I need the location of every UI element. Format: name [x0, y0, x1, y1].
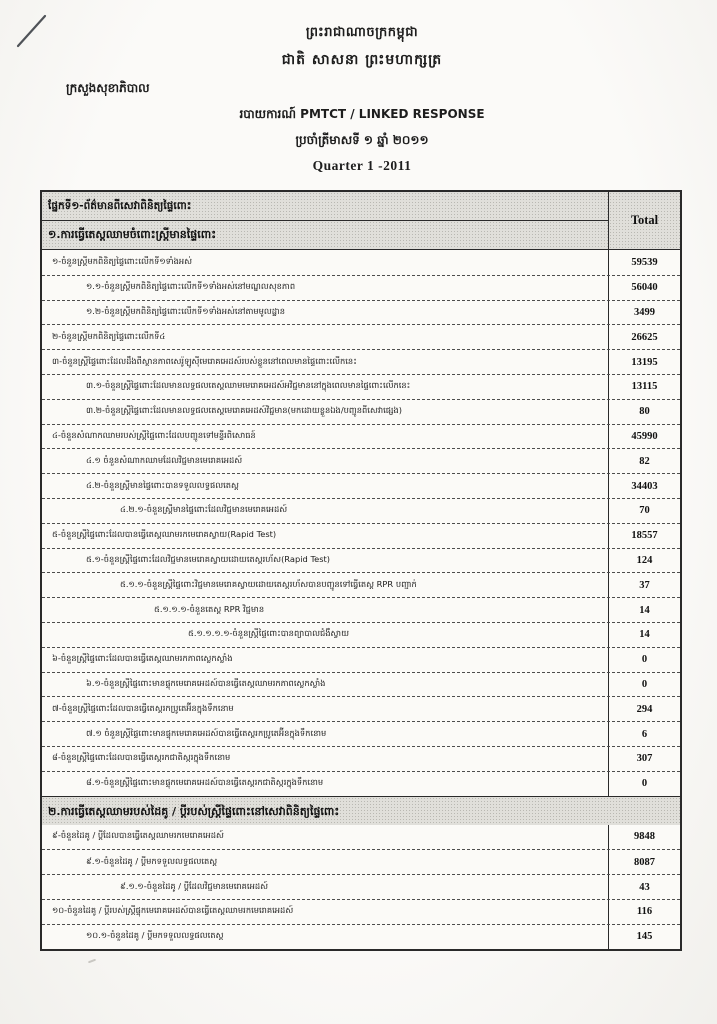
- row-total-value: 56040: [608, 276, 680, 300]
- row-label: ៥.១.១.១-ចំនួនតេស្ត RPR វិជ្ជមាន: [154, 603, 265, 614]
- table-row: [42, 498, 680, 523]
- row-label: ៩.១-ចំនួនដៃគូ / ប្តីមកទទួលលទ្ធផលតេស្ត: [86, 855, 218, 866]
- part1-header-bar: ផ្នែកទី១-ព័ត៌មានពីសេវាពិនិត្យផ្ទៃពោះ: [42, 192, 608, 221]
- section2-header-bar: ២.ការធ្វើតេស្តឈាមរបស់ដៃគូ / ប្តីរបស់ស្ត្រីផ្ទៃពោះនៅសេវាពិនិត្យផ្ទៃពោះ: [42, 796, 680, 825]
- kingdom-motto-line1: ព្រះរាជាណាចក្រកម្ពុជា: [305, 25, 419, 40]
- row-label: ១.២-ចំនួនស្ត្រីមកពិនិត្យផ្ទៃពោះលើកទី១ទាំងអស់នៅតាមមូលដ្ឋាន: [86, 305, 285, 316]
- row-label: ៩-ចំនួនដៃគូ / ប្តីដែលបានធ្វើតេស្តឈាមរកមេរោគអេដស៍: [52, 830, 224, 841]
- table-row: [42, 374, 680, 399]
- row-total-value: 0: [608, 673, 680, 697]
- table-row: [42, 771, 680, 796]
- table-row: [42, 424, 680, 449]
- report-table: [40, 190, 682, 951]
- table-row: [42, 324, 680, 349]
- section1-header-bar: ១.ការធ្វើតេស្តឈាមចំពោះស្ត្រីមានផ្ទៃពោះ: [42, 221, 608, 249]
- total-column-header: Total: [608, 192, 680, 249]
- table-row: [42, 448, 680, 473]
- table-row: [42, 399, 680, 424]
- row-total-value: 34403: [608, 474, 680, 498]
- row-label: ៤-ចំនួនសំណាកឈាមរបស់ស្ត្រីផ្ទៃពោះដែលបញ្ជូនទៅមន្ទីរពិសោធន៍: [52, 429, 256, 440]
- row-total-value: 59539: [608, 250, 680, 275]
- row-total-value: 124: [608, 549, 680, 573]
- row-label: ៣.២-ចំនួនស្ត្រីផ្ទៃពោះដែលមានលទ្ធផលតេស្តមេរោគអេដស៍វិជ្ជមាន(មកដោយខ្លួនឯង/បញ្ជូនពីសេវាផ្សេង): [86, 405, 402, 416]
- row-total-value: 82: [608, 449, 680, 473]
- table-body: [42, 250, 680, 949]
- row-total-value: 3499: [608, 301, 680, 325]
- table-header: [42, 192, 680, 250]
- row-label: ៧-ចំនួនស្ត្រីផ្ទៃពោះដែលបានធ្វើតេស្តរកប្រូតេអ៊ីនក្នុងទឹកនោម: [52, 702, 234, 713]
- table-row: [42, 572, 680, 597]
- row-label: ១.១-ចំនួនស្ត្រីមកពិនិត្យផ្ទៃពោះលើកទី១ទាំងអស់នៅមណ្ឌលសុខភាព: [86, 281, 296, 292]
- table-row: [42, 924, 680, 949]
- report-title: របាយការណ៍ PMTCT / LINKED RESPONSE: [239, 107, 485, 121]
- row-label: ៨.១-ចំនួនស្ត្រីផ្ទៃពោះមានផ្ទុកមេរោគអេដស៍បានធ្វើតេស្តរកជាតិស្ករក្នុងទឹកនោម: [86, 777, 324, 788]
- table-row: [42, 825, 680, 850]
- table-row: [42, 746, 680, 771]
- row-total-value: 18557: [608, 524, 680, 548]
- table-row: [42, 597, 680, 622]
- table-row: [42, 696, 680, 721]
- row-label: ៤.២.១-ចំនួនស្ត្រីមានផ្ទៃពោះដែលវិជ្ជមានមេរោគអេដស៍: [120, 504, 288, 515]
- table-row: [42, 622, 680, 647]
- table-row: [42, 275, 680, 300]
- row-label: ២-ចំនួនស្ត្រីមកពិនិត្យផ្ទៃពោះលើកទី៤: [52, 330, 166, 341]
- table-row: [42, 899, 680, 924]
- row-total-value: 294: [608, 697, 680, 721]
- row-total-value: 43: [608, 875, 680, 899]
- row-label: ៤.២-ចំនួនស្ត្រីមានផ្ទៃពោះបានទទួលលទ្ធផលតេស្ត: [86, 479, 239, 490]
- kingdom-motto-line2: ជាតិ សាសនា ព្រះមហាក្សត្រ: [281, 52, 443, 68]
- row-total-value: 116: [608, 900, 680, 924]
- row-total-value: 0: [608, 772, 680, 796]
- table-row: [42, 250, 680, 275]
- row-total-value: 6: [608, 722, 680, 746]
- table-row: [42, 349, 680, 374]
- row-total-value: 145: [608, 925, 680, 949]
- row-label: ៧.១ ចំនួនស្ត្រីផ្ទៃពោះមានផ្ទុកមេរោគអេដស៍បានធ្វើតេស្តរកប្រូតេអ៊ីនក្នុងទឹកនោម: [86, 727, 327, 738]
- quarter-khmer: ប្រចាំត្រីមាសទី ១ ឆ្នាំ ២០១១: [295, 133, 429, 147]
- row-total-value: 70: [608, 499, 680, 523]
- row-label: ៥.១.១.១.១-ចំនួនស្ត្រីផ្ទៃពោះបានព្យាបាលជំងឺស្វាយ: [188, 628, 349, 639]
- ministry-name: ក្រសួងសុខាភិបាល: [66, 81, 150, 95]
- table-row: [42, 849, 680, 874]
- row-label: ៤.១ ចំនួនសំណាកឈាមដែលវិជ្ជមានមេរោគអេដស៍: [86, 454, 243, 465]
- row-label: ៥.១-ចំនួនស្ត្រីផ្ទៃពោះដែលវិជ្ជមានមេរោគស្វាយដោយតេស្តរហ័ស(Rapid Test): [86, 553, 331, 564]
- row-label: ៣.១-ចំនួនស្ត្រីផ្ទៃពោះដែលមានលទ្ធផលតេស្តឈាមមេរោគអេដស៍អវិជ្ជមាននៅក្នុងពេលមានផ្ទៃពោះលើកនេះ: [86, 380, 411, 391]
- row-label: ៥.១.១-ចំនួនស្ត្រីផ្ទៃពោះវិជ្ជមានមេរោគស្វាយដោយតេស្តរហ័សបានបញ្ជូនទៅធ្វើតេស្ត RPR បញ្ជាក់: [120, 578, 417, 589]
- table-row: [42, 874, 680, 899]
- row-label: ៣-ចំនួនស្ត្រីផ្ទៃពោះដែលដឹងពីស្ថានភាពសេរ៉ូឡូស៊ីមេរោគអេដស៍របស់ខ្លួននៅពេលមានផ្ទៃពោះលើកនេះ: [52, 355, 357, 366]
- row-label: ១-ចំនួនស្ត្រីមកពិនិត្យផ្ទៃពោះលើកទី១ទាំងអស់: [52, 255, 193, 266]
- row-total-value: 37: [608, 573, 680, 597]
- row-label: ៥-ចំនួនស្ត្រីផ្ទៃពោះដែលបានធ្វើតេស្តឈាមរកមេរោគស្វាយ(Rapid Test): [52, 529, 277, 540]
- row-total-value: 14: [608, 598, 680, 622]
- table-row: [42, 721, 680, 746]
- table-row: [42, 300, 680, 325]
- table-row: [42, 672, 680, 697]
- table-row: [42, 523, 680, 548]
- row-label: ៩.១.១-ចំនួនដៃគូ / ប្តីដែលវិជ្ជមានមេរោគអេដស៍: [120, 880, 269, 891]
- table-row: [42, 647, 680, 672]
- row-total-value: 80: [608, 400, 680, 424]
- table-row: [42, 473, 680, 498]
- row-total-value: 26625: [608, 325, 680, 349]
- row-total-value: 307: [608, 747, 680, 771]
- row-total-value: 14: [608, 623, 680, 647]
- quarter-english: Quarter 1 -2011: [312, 158, 412, 173]
- row-total-value: 0: [608, 648, 680, 672]
- row-label: ១០-ចំនួនដៃគូ / ប្តីរបស់ស្ត្រីផ្ទុកមេរោគអេដស៍បានធ្វើតេស្តឈាមរកមេរោគអេដស៍: [52, 905, 294, 916]
- row-label: ៨-ចំនួនស្ត្រីផ្ទៃពោះដែលបានធ្វើតេស្តរកជាតិស្ករក្នុងទឹកនោម: [52, 752, 231, 763]
- table-row: [42, 548, 680, 573]
- row-total-value: 45990: [608, 425, 680, 449]
- row-label: ៦-ចំនួនស្ត្រីផ្ទៃពោះដែលបានធ្វើតេស្តឈាមរកភាពស្លេកស្លាំង: [52, 653, 233, 664]
- scan-smudge: [88, 959, 96, 964]
- row-label: ៦.១-ចំនួនស្ត្រីផ្ទៃពោះមានផ្ទុកមេរោគអេដស៍បានធ្វើតេស្តឈាមរកភាពស្លេកស្លាំង: [86, 677, 326, 688]
- row-total-value: 8087: [608, 850, 680, 874]
- row-total-value: 13115: [608, 375, 680, 399]
- row-total-value: 9848: [608, 825, 680, 850]
- row-total-value: 13195: [608, 350, 680, 374]
- row-label: ១០.១-ចំនួនដៃគូ / ប្តីមកទទួលលទ្ធផលតេស្ត: [86, 930, 224, 941]
